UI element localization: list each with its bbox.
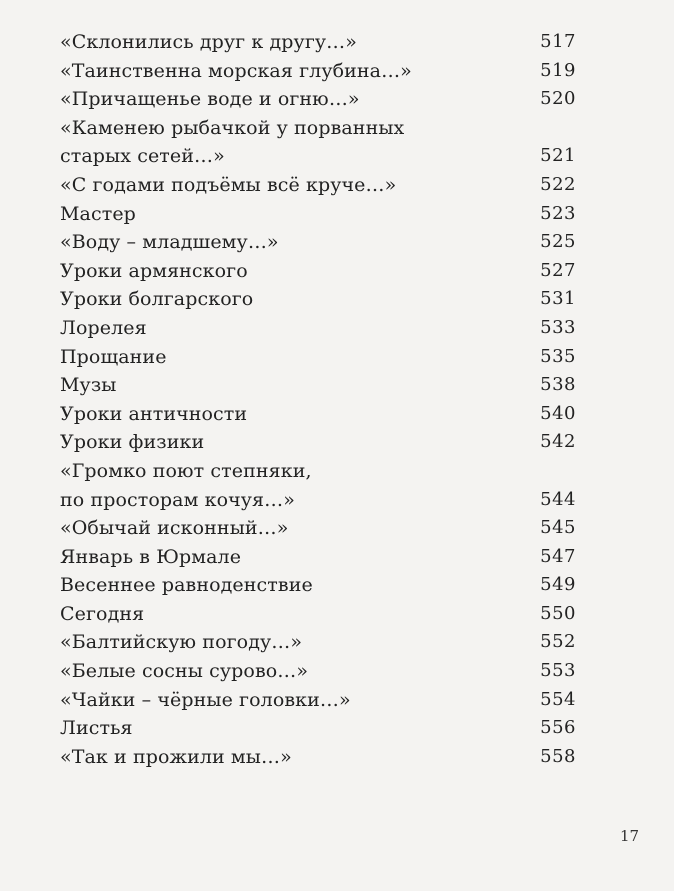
toc-entry-page: 552 (540, 631, 576, 653)
toc-entry (60, 571, 576, 600)
toc-entry-page: 554 (540, 688, 576, 710)
toc-entry-page: 550 (540, 602, 576, 624)
toc-entry-title: «Каменею рыбачкой у порванных старых сетей…» (60, 116, 405, 168)
toc-entry-title: «Таинственна морская глубина…» (60, 59, 412, 82)
toc-entry (60, 285, 576, 314)
toc-entry-page: 531 (540, 288, 576, 310)
toc-entry-title: «Балтийскую погоду…» (60, 631, 303, 654)
toc-entry (60, 628, 576, 657)
toc-entry (60, 428, 576, 457)
toc-entry-title: Уроки армянского (60, 259, 248, 282)
toc-entry (60, 457, 576, 514)
page-number: 17 (620, 827, 640, 845)
toc-entry-page: 549 (540, 574, 576, 596)
toc-entry-title: «Воду – младшему…» (60, 231, 279, 254)
toc-entry (60, 343, 576, 372)
toc-entry-page: 553 (540, 660, 576, 682)
toc-entry-page: 558 (540, 745, 576, 767)
toc-entry-page: 525 (540, 231, 576, 253)
toc-entry (60, 85, 576, 114)
toc-entry-title: «Так и прожили мы…» (60, 745, 292, 768)
toc-entry-title: «Причащенье воде и огню…» (60, 88, 360, 111)
toc-entry (60, 686, 576, 715)
toc-entry-title: Мастер (60, 202, 136, 225)
toc-entry (60, 314, 576, 343)
toc-entry (60, 400, 576, 429)
toc-entry (60, 371, 576, 400)
toc-entry-page: 533 (540, 316, 576, 338)
toc-entry-title: Листья (60, 717, 133, 740)
toc-entry-title: Уроки физики (60, 431, 205, 454)
toc-entry-title: Весеннее равноденствие (60, 574, 313, 597)
toc-entry-title: «Белые сосны сурово…» (60, 660, 309, 683)
toc-entry-title: Сегодня (60, 602, 145, 625)
toc-entry (60, 114, 576, 171)
toc-entry-page: 556 (540, 717, 576, 739)
toc-entry-page: 538 (540, 374, 576, 396)
toc-entry-title: Музы (60, 374, 117, 397)
toc-entry-title: «Громко поют степняки, по просторам кочуя…» (60, 459, 312, 511)
toc-entry (60, 714, 576, 743)
toc-entry-title: Уроки болгарского (60, 288, 254, 311)
toc-entry-page: 540 (540, 402, 576, 424)
toc-entry (60, 543, 576, 572)
toc-entry-title: «Склонились друг к другу…» (60, 31, 357, 53)
toc-entry-page: 517 (540, 31, 576, 52)
toc-entry (60, 228, 576, 257)
toc-entry (60, 57, 576, 86)
toc-entry-page: 521 (540, 145, 576, 167)
toc-entry-page: 535 (540, 345, 576, 367)
toc-entry-title: Лорелея (60, 316, 147, 339)
toc-entry-page: 544 (540, 488, 576, 510)
toc-entry-title: Прощание (60, 345, 167, 368)
toc-entry-title: «С годами подъёмы всё круче…» (60, 173, 397, 196)
toc-entry-title: «Обычай исконный…» (60, 517, 289, 540)
toc-entry (60, 257, 576, 286)
toc-entry-page: 519 (540, 59, 576, 81)
toc-entry-title: «Чайки – чёрные головки…» (60, 688, 351, 711)
toc-entry-page: 522 (540, 173, 576, 195)
table-of-contents (60, 28, 576, 771)
toc-entry-page: 520 (540, 88, 576, 110)
toc-entry-title: Уроки античности (60, 402, 248, 425)
toc-entry-page: 527 (540, 259, 576, 281)
toc-entry (60, 743, 576, 772)
toc-entry (60, 514, 576, 543)
toc-entry-page: 547 (540, 545, 576, 567)
toc-entry (60, 28, 576, 57)
toc-entry-page: 523 (540, 202, 576, 224)
toc-entry-page: 545 (540, 517, 576, 539)
toc-entry (60, 200, 576, 229)
toc-entry-page: 542 (540, 431, 576, 453)
toc-entry (60, 600, 576, 629)
toc-entry (60, 171, 576, 200)
toc-entry (60, 657, 576, 686)
toc-entry-title: Январь в Юрмале (60, 545, 242, 568)
